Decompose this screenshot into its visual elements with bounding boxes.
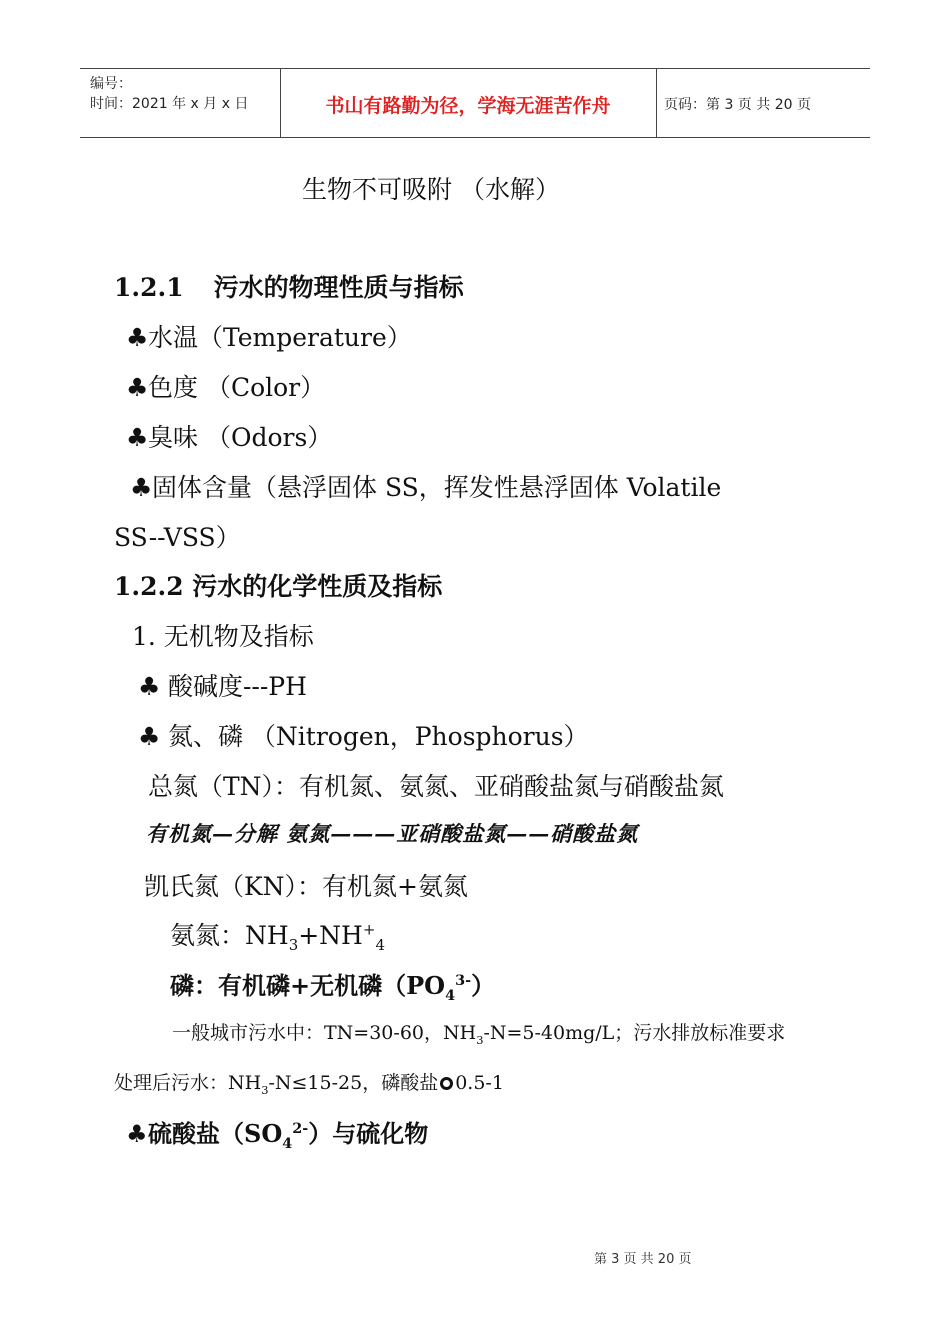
subscript: 3 (261, 1082, 269, 1097)
list-item (126, 1114, 428, 1152)
subscript: 3 (288, 936, 299, 954)
text-part: 0.5-1 (455, 1072, 504, 1094)
text-part: +NH (298, 921, 363, 950)
list-item (138, 717, 589, 753)
text-part: -N≤15-25，磷酸盐 (268, 1072, 439, 1094)
subscript: 4 (375, 936, 385, 954)
page-info: 页码：第 3 页 共 20 页 (664, 97, 811, 113)
section-heading (114, 268, 464, 304)
superscript: 2- (292, 1120, 309, 1137)
subscript: 3 (476, 1032, 484, 1047)
superscript: + (362, 920, 376, 939)
section-number: 1.2.1 (114, 273, 184, 302)
text-part: 硫酸盐（SO (148, 1119, 283, 1148)
list-item (126, 318, 412, 354)
treated-sewage-line (114, 1068, 504, 1097)
subsection-heading: 1. 无机物及指标 (132, 622, 314, 651)
item-text: 酸碱度---PH (167, 672, 307, 701)
club-icon: ♣ (138, 722, 161, 751)
page-header (80, 68, 870, 138)
list-item (126, 418, 332, 454)
club-icon: ♣ (126, 373, 149, 402)
time-label: 时间：2021 年 x 月 x 日 (90, 96, 249, 112)
item-text: 固体含量（悬浮固体 SS，挥发性悬浮固体 Volatile (152, 473, 722, 502)
text-part: 处理后污水：NH (114, 1072, 262, 1094)
club-icon: ♣ (126, 423, 149, 452)
item-continuation: SS--VSS） (114, 523, 241, 552)
number-label: 编号： (90, 76, 132, 92)
superscript: 3- (455, 972, 472, 989)
text-part: 氨氮：NH (170, 921, 289, 950)
motto: 书山有路勤为径，学海无涯苦作舟 (325, 95, 611, 117)
list-item (138, 667, 307, 703)
phosphorus-line (170, 966, 495, 1004)
item-text: 水温（Temperature） (148, 323, 412, 352)
text-part: 磷：有机磷+无机磷（PO (170, 971, 446, 1000)
biological-line: 生物不可吸附 （水解） (302, 175, 560, 204)
section-heading: 1.2.2 污水的化学性质及指标 (114, 572, 443, 601)
text-part: 一般城市污水中：TN=30-60，NH (172, 1022, 477, 1044)
circle-dot-icon (440, 1077, 453, 1090)
club-icon: ♣ (126, 1120, 148, 1148)
text-part: ）与硫化物 (308, 1119, 429, 1148)
list-item (130, 468, 838, 504)
subscript: 4 (445, 986, 456, 1004)
page-footer: 第 3 页 共 20 页 (594, 1252, 692, 1267)
ammonia-line (170, 916, 385, 954)
total-nitrogen-line: 总氮（TN）：有机氮、氨氮、亚硝酸盐氮与硝酸盐氮 (148, 772, 725, 801)
item-text: 色度 （Color） (148, 373, 326, 402)
club-icon: ♣ (138, 672, 161, 701)
club-icon: ♣ (130, 473, 153, 502)
text-part: -N=5-40mg/L；污水排放标准要求 (483, 1022, 786, 1044)
item-text: 臭味 （Odors） (148, 423, 333, 452)
club-icon: ♣ (126, 323, 149, 352)
city-sewage-line (172, 1018, 785, 1047)
list-item (126, 368, 325, 404)
kjeldahl-line: 凯氏氮（KN）：有机氮+氨氮 (144, 872, 469, 901)
section-title: 污水的物理性质与指标 (213, 273, 464, 302)
text-part: ） (471, 971, 496, 1000)
item-text: 氮、磷 （Nitrogen，Phosphorus） (167, 722, 589, 751)
handwritten-note: 有机氮—分解 氨氮———亚硝酸盐氮——硝酸盐氮 (146, 821, 639, 846)
header-divider (656, 69, 657, 137)
subscript: 4 (282, 1134, 293, 1152)
